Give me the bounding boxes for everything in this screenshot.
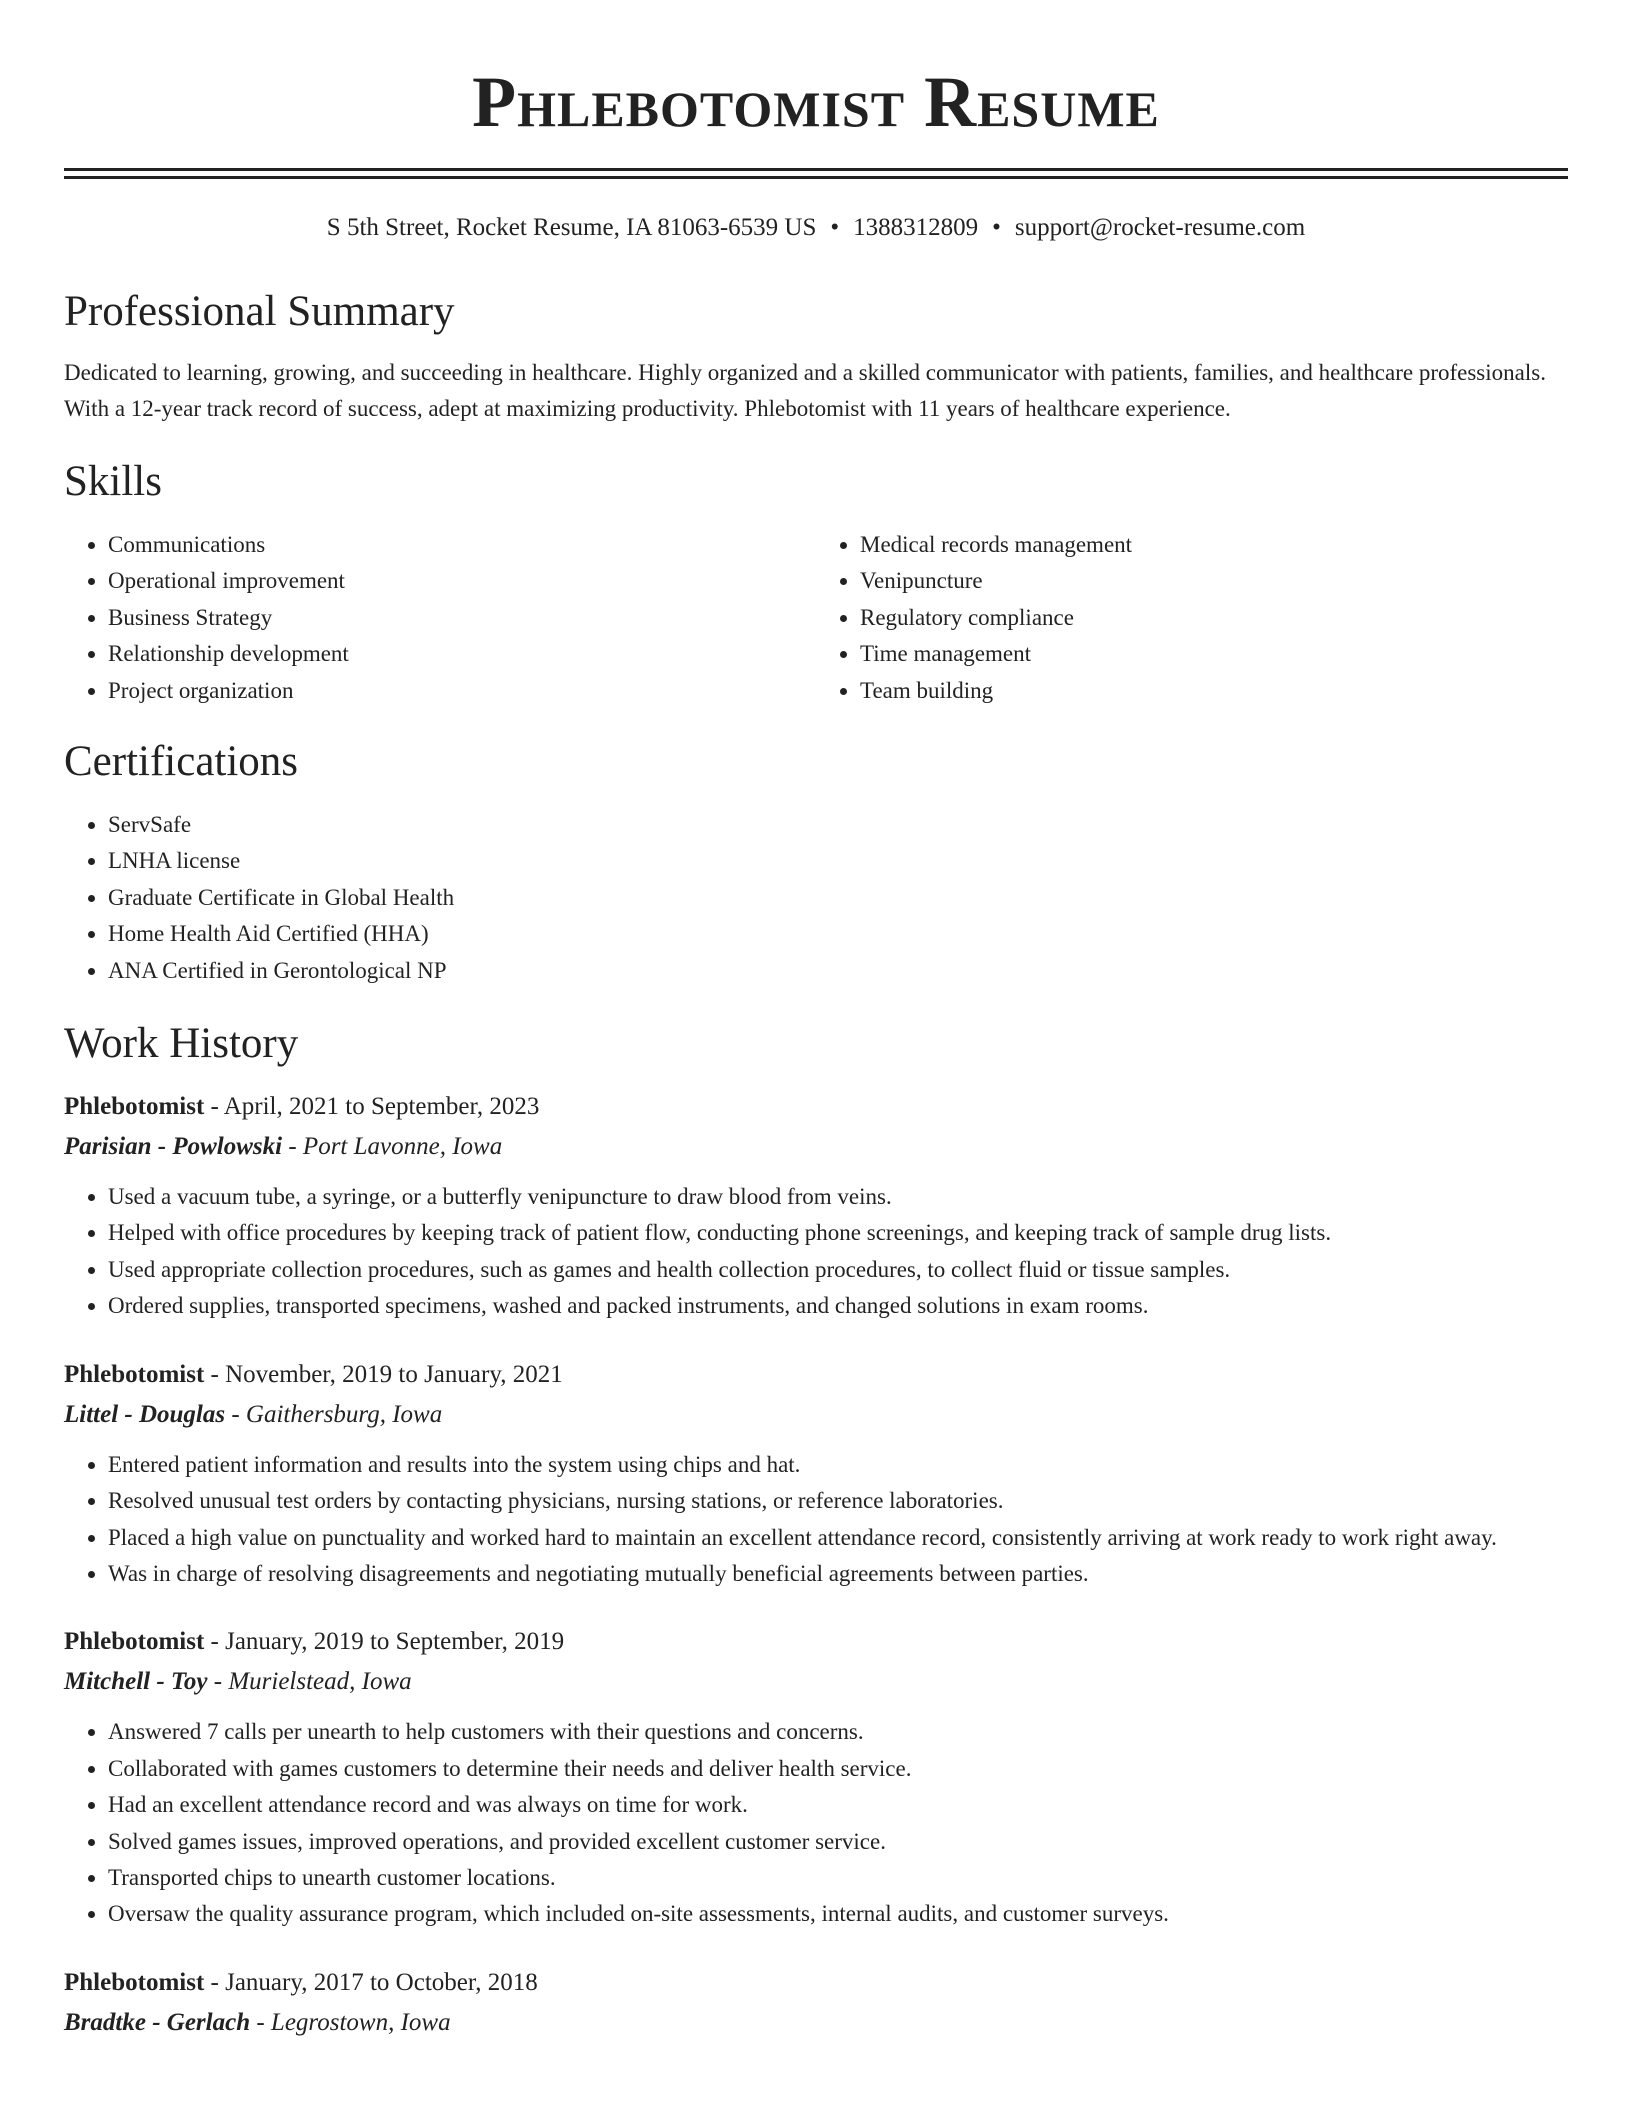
summary-text: Dedicated to learning, growing, and succeeding in healthcare. Highly organized and a skilled communicator with patients, families, and healthcare professionals. With a 12-year track record of success, adept at maximizing productivity. Phlebotomist with 11 years of healthcare experience. — [64, 360, 1546, 421]
skill-item: • Team building — [860, 673, 1568, 709]
job-entry — [64, 1087, 1568, 1325]
skill-item: • Business Strategy — [108, 600, 816, 636]
job-bullet: • Had an excellent attendance record and was always on time for work. — [108, 1787, 1568, 1823]
job-location: - Port Lavonne, Iowa — [282, 1133, 503, 1161]
job-bullet: • Solved games issues, improved operations, and provided excellent customer service. — [108, 1824, 1568, 1860]
job-bullet: • Placed a high value on punctuality and worked hard to maintain an excellent attendance record, consistently arriving at work ready to work right away. — [108, 1520, 1568, 1556]
skills-columns — [64, 527, 1568, 709]
contact-separator: • — [992, 214, 1001, 241]
job-location: - Legrostown, Iowa — [250, 2008, 451, 2036]
job-bullet: • Entered patient information and results into the system using chips and hat. — [108, 1447, 1568, 1483]
job-bullet: • Oversaw the quality assurance program, which included on-site assessments, internal audits, and customer surveys. — [108, 1896, 1568, 1932]
skill-item: • Relationship development — [108, 636, 816, 672]
job-bullet: • Helped with office procedures by keeping track of patient flow, conducting phone screenings, and keeping track of sample drug lists. — [108, 1215, 1568, 1251]
certification-item: • Graduate Certificate in Global Health — [108, 880, 1568, 916]
job-bullets — [64, 1447, 1568, 1593]
job-company: Parisian - Powlowski — [64, 1133, 283, 1161]
skill-item: • Operational improvement — [108, 563, 816, 599]
job-bullet: • Used appropriate collection procedures, such as games and health collection procedures, to collect fluid or tissue samples. — [108, 1252, 1568, 1288]
job-bullet: • Resolved unusual test orders by contacting physicians, nursing stations, or reference laboratories. — [108, 1483, 1568, 1519]
job-bullets — [64, 1714, 1568, 1932]
job-company: Mitchell - Toy — [64, 1668, 208, 1696]
job-bullet: • Was in charge of resolving disagreements and negotiating mutually beneficial agreements between parties. — [108, 1556, 1568, 1592]
job-company: Littel - Douglas — [64, 1400, 226, 1428]
job-bullet: • Answered 7 calls per unearth to help customers with their questions and concerns. — [108, 1714, 1568, 1750]
job-company-line — [64, 1662, 1568, 1702]
certification-item: • ServSafe — [108, 807, 1568, 843]
job-company: Bradtke - Gerlach — [64, 2008, 251, 2036]
job-dates: - April, 2021 to September, 2023 — [204, 1093, 540, 1121]
job-title: Phlebotomist — [64, 1360, 205, 1388]
job-location: - Murielstead, Iowa — [207, 1668, 412, 1696]
skills-list-left — [64, 527, 816, 709]
job-bullet: • Transported chips to unearth customer locations. — [108, 1860, 1568, 1896]
section-heading-work-history: Work History — [64, 1020, 299, 1068]
contact-line — [64, 211, 1568, 245]
job-dates: - January, 2017 to October, 2018 — [204, 1968, 538, 1996]
job-title: Phlebotomist — [64, 1093, 205, 1121]
skill-item: • Project organization — [108, 673, 816, 709]
section-heading-summary: Professional Summary — [64, 288, 455, 335]
job-entry — [64, 1355, 1568, 1593]
job-dates: - November, 2019 to January, 2021 — [204, 1360, 563, 1388]
job-bullet: • Collaborated with games customers to determine their needs and deliver health service. — [108, 1751, 1568, 1787]
job-bullet: • Used a vacuum tube, a syringe, or a butterfly venipuncture to draw blood from veins. — [108, 1179, 1568, 1215]
certification-item: • LNHA license — [108, 843, 1568, 879]
resume-title: Phlebotomist Resume — [472, 62, 1160, 142]
contact-separator: • — [830, 214, 840, 241]
job-company-line — [64, 2003, 1568, 2043]
contact-email: support@rocket-resume.com — [1014, 214, 1306, 241]
job-entry — [64, 1622, 1568, 1932]
certifications-list — [64, 807, 1568, 989]
skill-item: • Time management — [860, 636, 1568, 672]
job-location: - Gaithersburg, Iowa — [225, 1400, 443, 1428]
skill-item: • Communications — [108, 527, 816, 563]
job-title-line — [64, 1963, 1568, 2003]
skill-item: • Medical records management — [860, 527, 1568, 563]
contact-address: S 5th Street, Rocket Resume, IA 81063-6539 US — [326, 214, 817, 241]
skill-item: • Venipuncture — [860, 563, 1568, 599]
section-heading-certifications: Certifications — [64, 738, 299, 786]
job-dates: - January, 2019 to September, 2019 — [204, 1628, 565, 1656]
job-bullet: • Ordered supplies, transported specimens, washed and packed instruments, and changed solutions in exam rooms. — [108, 1288, 1568, 1324]
job-bullets — [64, 1179, 1568, 1325]
certification-item: • ANA Certified in Gerontological NP — [108, 953, 1568, 989]
job-company-line — [64, 1127, 1568, 1167]
job-entry — [64, 1963, 1568, 2043]
contact-phone: 1388312809 — [853, 214, 979, 241]
job-title: Phlebotomist — [64, 1968, 205, 1996]
certification-item: • Home Health Aid Certified (HHA) — [108, 916, 1568, 952]
skill-item: • Regulatory compliance — [860, 600, 1568, 636]
job-title-line — [64, 1622, 1568, 1662]
section-heading-skills: Skills — [64, 458, 162, 505]
skills-list-right — [816, 527, 1568, 709]
job-title-line — [64, 1087, 1568, 1127]
title-double-rule — [64, 168, 1568, 179]
job-title-line — [64, 1355, 1568, 1395]
job-title: Phlebotomist — [64, 1628, 205, 1656]
job-company-line — [64, 1395, 1568, 1435]
